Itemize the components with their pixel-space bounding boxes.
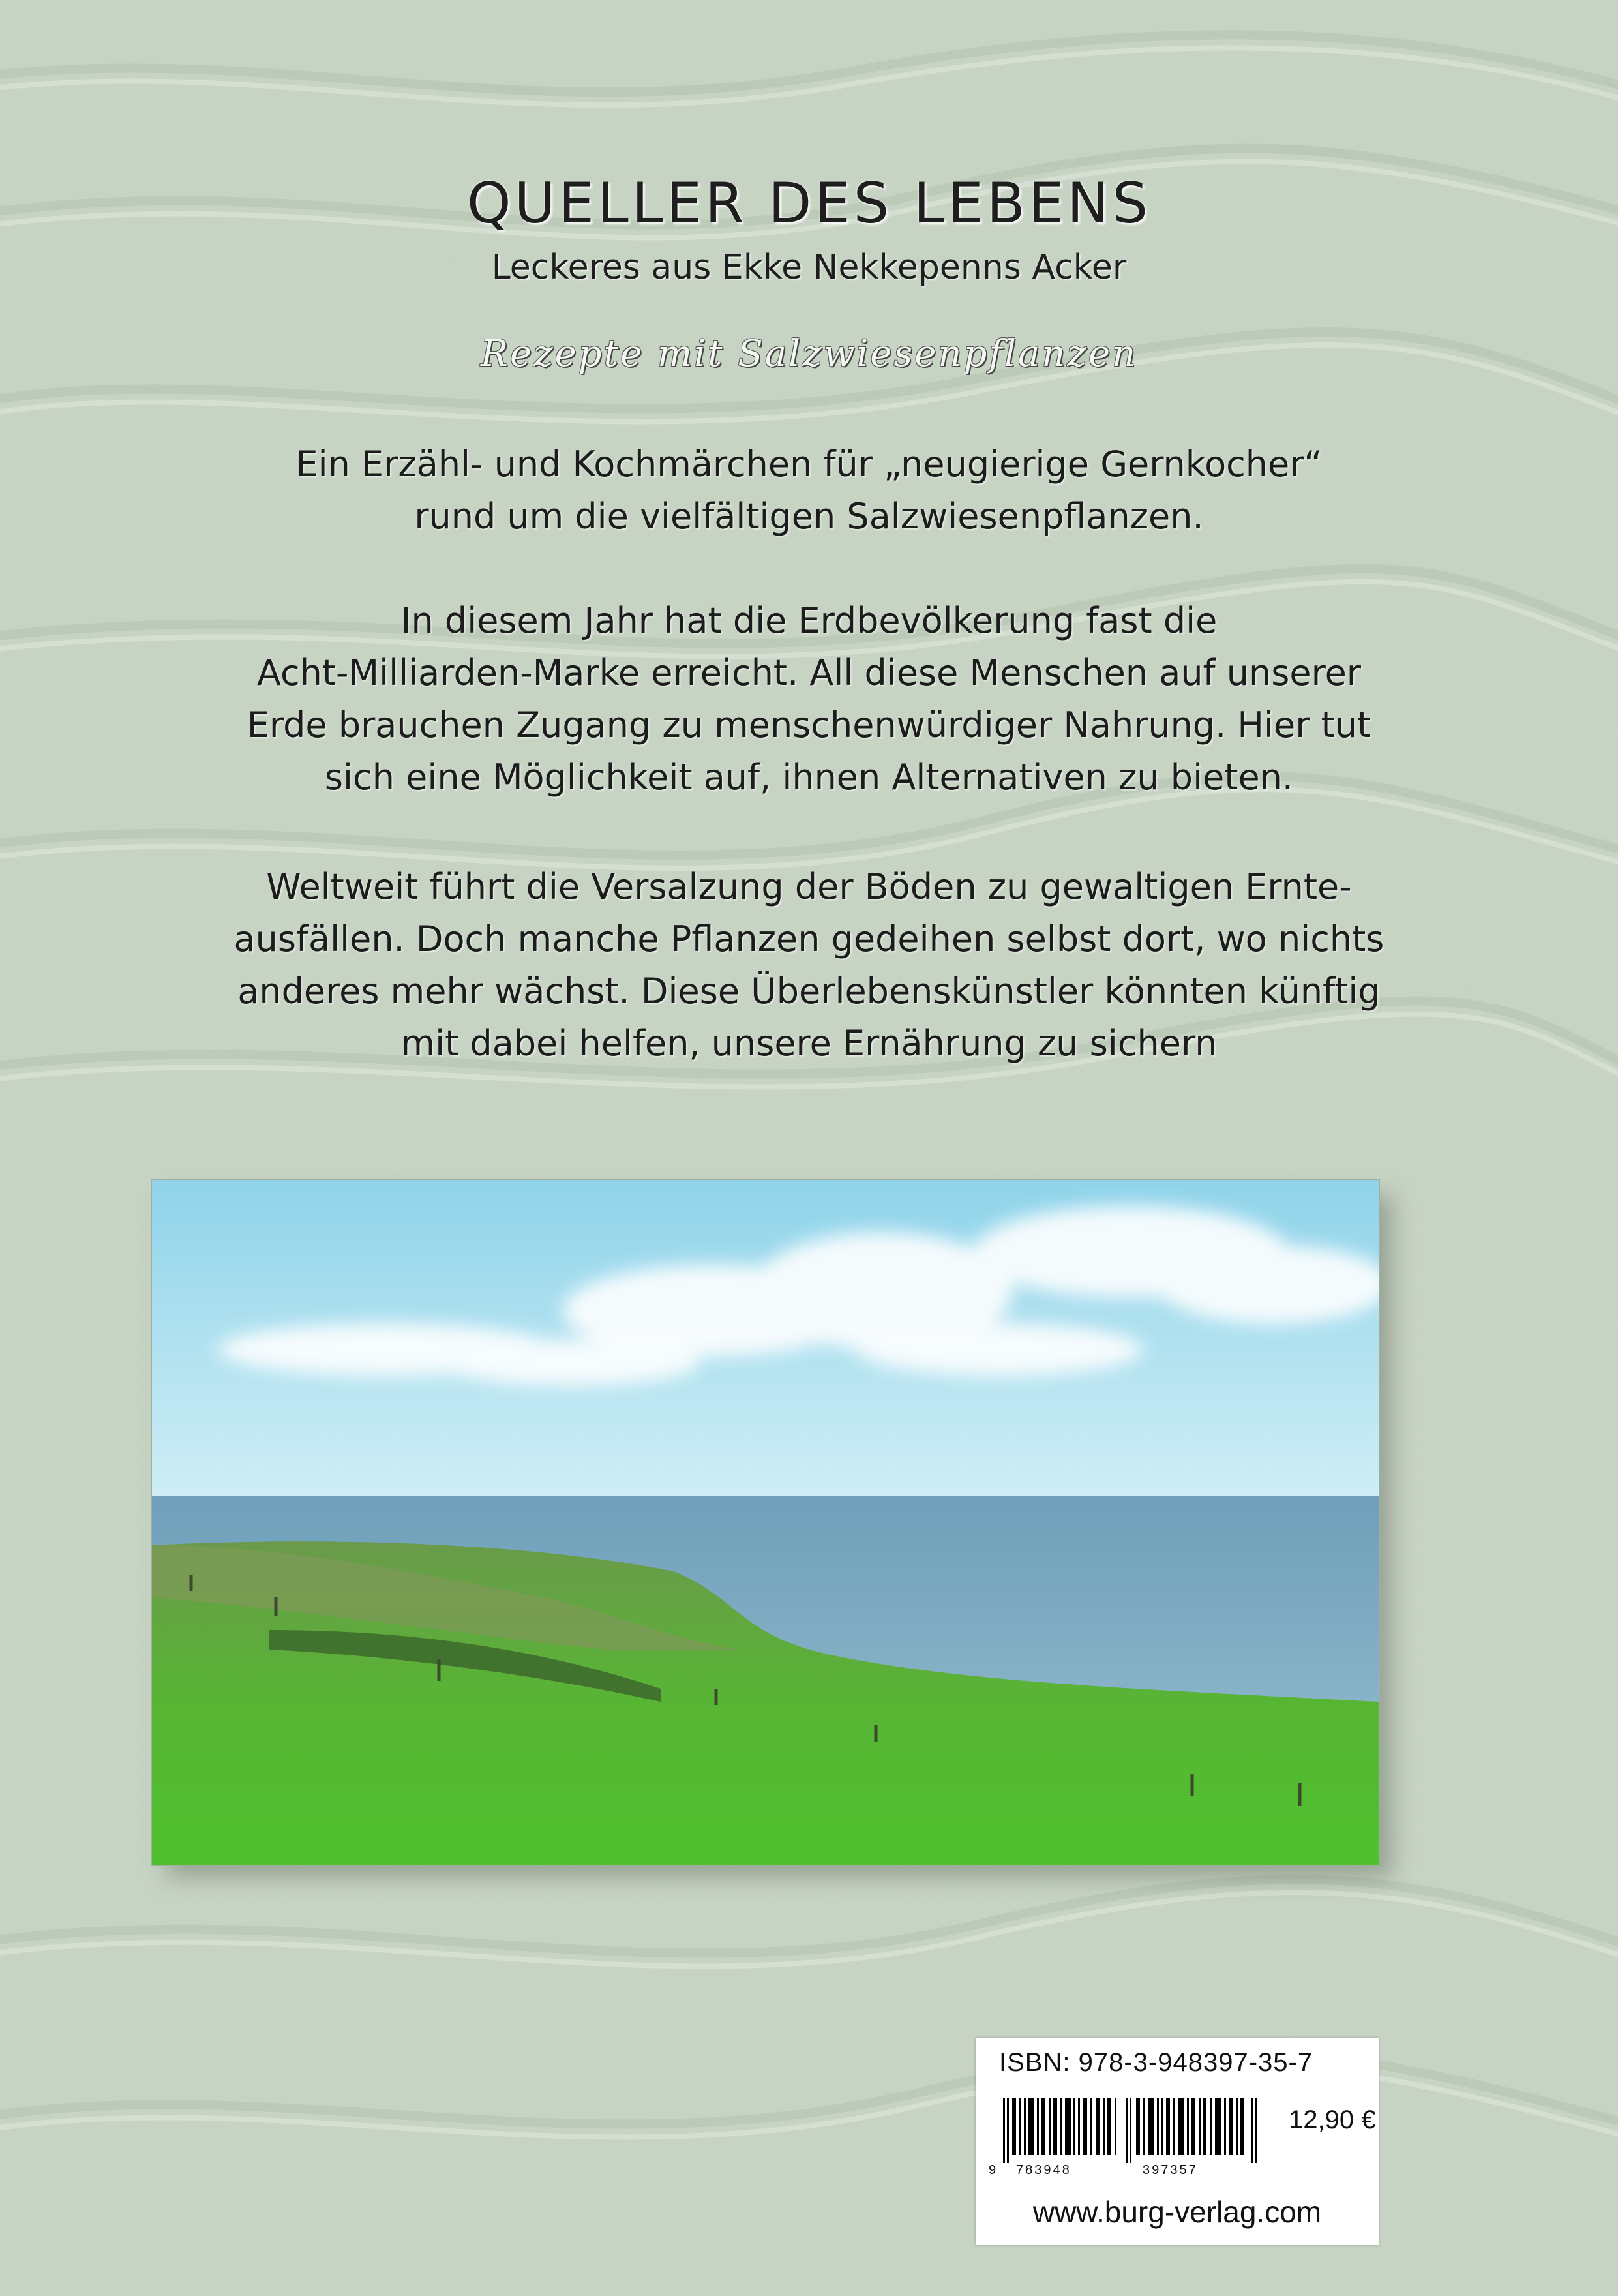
paragraph-line: Weltweit führt die Versalzung der Böden zu gewaltigen Ernte- xyxy=(266,866,1352,907)
salt-marsh-photo xyxy=(151,1179,1380,1865)
isbn-number: ISBN: 978-3-948397-35-7 xyxy=(999,2048,1313,2077)
book-subtitle: Leckeres aus Ekke Nekkepenns Acker xyxy=(491,248,1127,287)
book-title: QUELLER DES LEBENS xyxy=(466,171,1152,236)
intro-paragraph xyxy=(117,438,1501,543)
ean-right-digits: 397357 xyxy=(1143,2163,1198,2177)
paragraph-line: anderes mehr wächst. Diese Überlebenskünstler könnten künftig xyxy=(237,971,1381,1012)
ean-left-digits: 783948 xyxy=(1016,2163,1071,2177)
isbn-barcode-label xyxy=(976,2038,1379,2245)
paragraph-line: ausfällen. Doch manche Pflanzen gedeihen selbst dort, wo nichts xyxy=(233,918,1385,959)
population-paragraph xyxy=(117,595,1501,804)
paragraph-line: Ein Erzähl- und Kochmärchen für „neugierige Gernkocher“ xyxy=(295,444,1323,485)
paragraph-line: rund um die vielfältigen Salzwiesenpflanzen. xyxy=(414,496,1204,537)
paragraph-line: Erde brauchen Zugang zu menschenwürdiger Nahrung. Hier tut xyxy=(247,704,1371,746)
book-tagline: Rezepte mit Salzwiesenpflanzen xyxy=(480,333,1138,375)
paragraph-line: Acht-Milliarden-Marke erreicht. All diese Menschen auf unserer xyxy=(256,652,1362,693)
ean-prefix-digit: 9 xyxy=(989,2163,996,2177)
barcode-icon xyxy=(989,2098,1276,2163)
publisher-website: www.burg-verlag.com xyxy=(1032,2195,1322,2229)
paragraph-line: In diesem Jahr hat die Erdbevölkerung fast die xyxy=(400,600,1218,641)
paragraph-line: mit dabei helfen, unsere Ernährung zu sichern xyxy=(400,1023,1218,1064)
price: 12,90 € xyxy=(1289,2106,1376,2134)
salinization-paragraph xyxy=(117,861,1501,1070)
paragraph-line: sich eine Möglichkeit auf, ihnen Alternativen zu bieten. xyxy=(324,757,1294,798)
